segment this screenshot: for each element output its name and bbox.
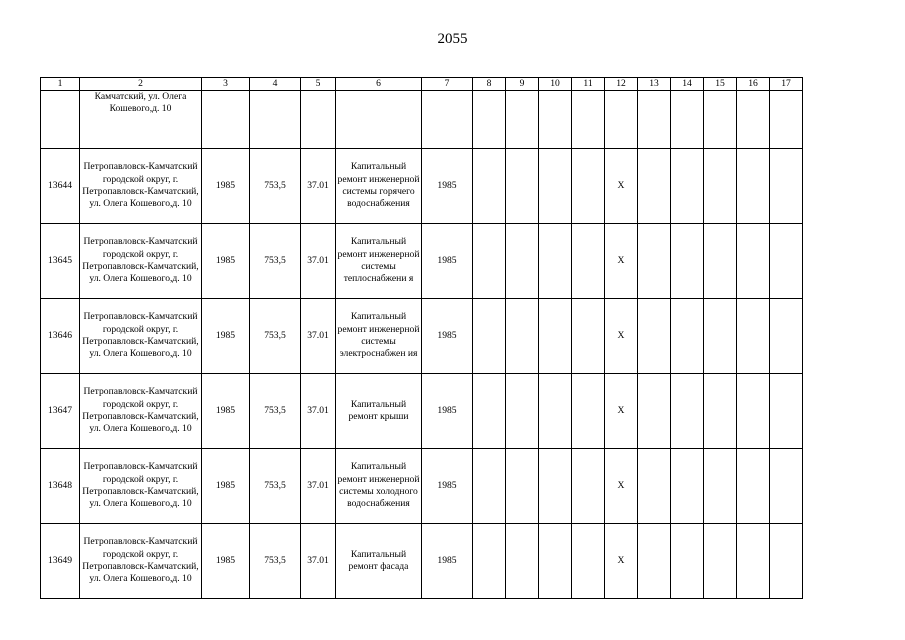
empty-cell	[572, 224, 605, 299]
empty-cell	[737, 374, 770, 449]
column-header: 17	[770, 78, 803, 91]
work-cell: Капитальный ремонт инженерной системы теплоснабжени я	[336, 224, 422, 299]
work-cell: Капитальный ремонт крыши	[336, 374, 422, 449]
empty-cell	[473, 224, 506, 299]
empty-cell	[770, 299, 803, 374]
empty-cell	[473, 374, 506, 449]
empty-cell	[638, 149, 671, 224]
empty-cell	[473, 449, 506, 524]
empty-cell	[539, 224, 572, 299]
empty-cell	[770, 224, 803, 299]
code-cell: 37.01	[301, 374, 336, 449]
empty-cell	[539, 524, 572, 599]
empty-cell	[671, 524, 704, 599]
repair-plan-table	[40, 77, 803, 599]
empty-cell	[422, 91, 473, 149]
empty-cell	[671, 149, 704, 224]
empty-cell	[572, 374, 605, 449]
mark-cell: X	[605, 449, 638, 524]
empty-cell	[301, 91, 336, 149]
column-header: 7	[422, 78, 473, 91]
empty-cell	[737, 299, 770, 374]
id-cell	[41, 91, 80, 149]
area-cell: 753,5	[250, 374, 301, 449]
column-header: 11	[572, 78, 605, 91]
id-cell: 13644	[41, 149, 80, 224]
column-header: 16	[737, 78, 770, 91]
empty-cell	[770, 149, 803, 224]
empty-cell	[605, 91, 638, 149]
work-cell: Капитальный ремонт инженерной системы электроснабжен ия	[336, 299, 422, 374]
id-cell: 13647	[41, 374, 80, 449]
plan-year-cell: 1985	[422, 374, 473, 449]
table-row	[41, 224, 803, 299]
empty-cell	[638, 449, 671, 524]
empty-cell	[737, 524, 770, 599]
code-cell: 37.01	[301, 224, 336, 299]
empty-cell	[506, 374, 539, 449]
empty-cell	[671, 449, 704, 524]
year-cell: 1985	[202, 224, 250, 299]
empty-cell	[770, 449, 803, 524]
empty-cell	[671, 374, 704, 449]
empty-cell	[704, 299, 737, 374]
year-cell: 1985	[202, 299, 250, 374]
area-cell: 753,5	[250, 524, 301, 599]
column-header: 2	[80, 78, 202, 91]
empty-cell	[473, 524, 506, 599]
empty-cell	[572, 149, 605, 224]
empty-cell	[704, 224, 737, 299]
table-row	[41, 449, 803, 524]
column-header: 3	[202, 78, 250, 91]
empty-cell	[572, 449, 605, 524]
empty-cell	[704, 374, 737, 449]
column-header: 9	[506, 78, 539, 91]
address-cell: Камчатский, ул. Олега Кошевого,д. 10	[80, 91, 202, 149]
table-row	[41, 524, 803, 599]
plan-year-cell: 1985	[422, 224, 473, 299]
column-header: 1	[41, 78, 80, 91]
year-cell: 1985	[202, 524, 250, 599]
empty-cell	[638, 91, 671, 149]
plan-year-cell: 1985	[422, 299, 473, 374]
column-header: 13	[638, 78, 671, 91]
address-cell: Петропавловск-Камчатский городской округ, г. Петропавловск-Камчатский, ул. Олега Кошевого,д. 10	[80, 374, 202, 449]
empty-cell	[704, 91, 737, 149]
empty-cell	[704, 449, 737, 524]
id-cell: 13646	[41, 299, 80, 374]
empty-cell	[473, 299, 506, 374]
area-cell: 753,5	[250, 449, 301, 524]
empty-cell	[770, 91, 803, 149]
code-cell: 37.01	[301, 299, 336, 374]
empty-cell	[737, 449, 770, 524]
work-cell: Капитальный ремонт инженерной системы холодного водоснабжения	[336, 449, 422, 524]
column-header: 4	[250, 78, 301, 91]
empty-cell	[638, 374, 671, 449]
empty-cell	[539, 374, 572, 449]
address-cell: Петропавловск-Камчатский городской округ, г. Петропавловск-Камчатский, ул. Олега Кошевого,д. 10	[80, 299, 202, 374]
page-number: 2055	[437, 31, 468, 47]
column-header: 10	[539, 78, 572, 91]
empty-cell	[704, 149, 737, 224]
empty-cell	[539, 91, 572, 149]
address-cell: Петропавловск-Камчатский городской округ, г. Петропавловск-Камчатский, ул. Олега Кошевого,д. 10	[80, 149, 202, 224]
id-cell: 13645	[41, 224, 80, 299]
empty-cell	[638, 224, 671, 299]
empty-cell	[671, 91, 704, 149]
empty-cell	[770, 524, 803, 599]
code-cell: 37.01	[301, 449, 336, 524]
area-cell: 753,5	[250, 299, 301, 374]
empty-cell	[250, 91, 301, 149]
empty-cell	[506, 524, 539, 599]
empty-cell	[638, 299, 671, 374]
column-header: 8	[473, 78, 506, 91]
address-cell: Петропавловск-Камчатский городской округ, г. Петропавловск-Камчатский, ул. Олега Кошевого,д. 10	[80, 224, 202, 299]
work-cell: Капитальный ремонт фасада	[336, 524, 422, 599]
empty-cell	[572, 299, 605, 374]
column-header: 15	[704, 78, 737, 91]
empty-cell	[671, 224, 704, 299]
empty-cell	[539, 149, 572, 224]
empty-cell	[638, 524, 671, 599]
column-header: 5	[301, 78, 336, 91]
table-row	[41, 374, 803, 449]
empty-cell	[737, 91, 770, 149]
empty-cell	[704, 524, 737, 599]
empty-cell	[671, 299, 704, 374]
empty-cell	[770, 374, 803, 449]
continuation-row	[41, 91, 803, 149]
year-cell: 1985	[202, 149, 250, 224]
empty-cell	[506, 224, 539, 299]
empty-cell	[539, 299, 572, 374]
code-cell: 37.01	[301, 149, 336, 224]
area-cell: 753,5	[250, 224, 301, 299]
year-cell: 1985	[202, 449, 250, 524]
empty-cell	[737, 149, 770, 224]
column-header: 12	[605, 78, 638, 91]
table-row	[41, 149, 803, 224]
id-cell: 13648	[41, 449, 80, 524]
empty-cell	[202, 91, 250, 149]
address-cell: Петропавловск-Камчатский городской округ, г. Петропавловск-Камчатский, ул. Олега Кошевого,д. 10	[80, 449, 202, 524]
plan-year-cell: 1985	[422, 524, 473, 599]
mark-cell: X	[605, 374, 638, 449]
empty-cell	[473, 91, 506, 149]
mark-cell: X	[605, 224, 638, 299]
empty-cell	[572, 91, 605, 149]
id-cell: 13649	[41, 524, 80, 599]
empty-cell	[336, 91, 422, 149]
table-row	[41, 299, 803, 374]
empty-cell	[737, 224, 770, 299]
code-cell: 37.01	[301, 524, 336, 599]
empty-cell	[473, 149, 506, 224]
header-row	[41, 78, 803, 91]
area-cell: 753,5	[250, 149, 301, 224]
mark-cell: X	[605, 149, 638, 224]
mark-cell: X	[605, 524, 638, 599]
column-header: 14	[671, 78, 704, 91]
empty-cell	[506, 149, 539, 224]
column-header: 6	[336, 78, 422, 91]
empty-cell	[506, 91, 539, 149]
empty-cell	[539, 449, 572, 524]
empty-cell	[506, 299, 539, 374]
address-cell: Петропавловск-Камчатский городской округ, г. Петропавловск-Камчатский, ул. Олега Кошевого,д. 10	[80, 524, 202, 599]
plan-year-cell: 1985	[422, 449, 473, 524]
year-cell: 1985	[202, 374, 250, 449]
work-cell: Капитальный ремонт инженерной системы горячего водоснабжения	[336, 149, 422, 224]
empty-cell	[572, 524, 605, 599]
empty-cell	[506, 449, 539, 524]
mark-cell: X	[605, 299, 638, 374]
plan-year-cell: 1985	[422, 149, 473, 224]
